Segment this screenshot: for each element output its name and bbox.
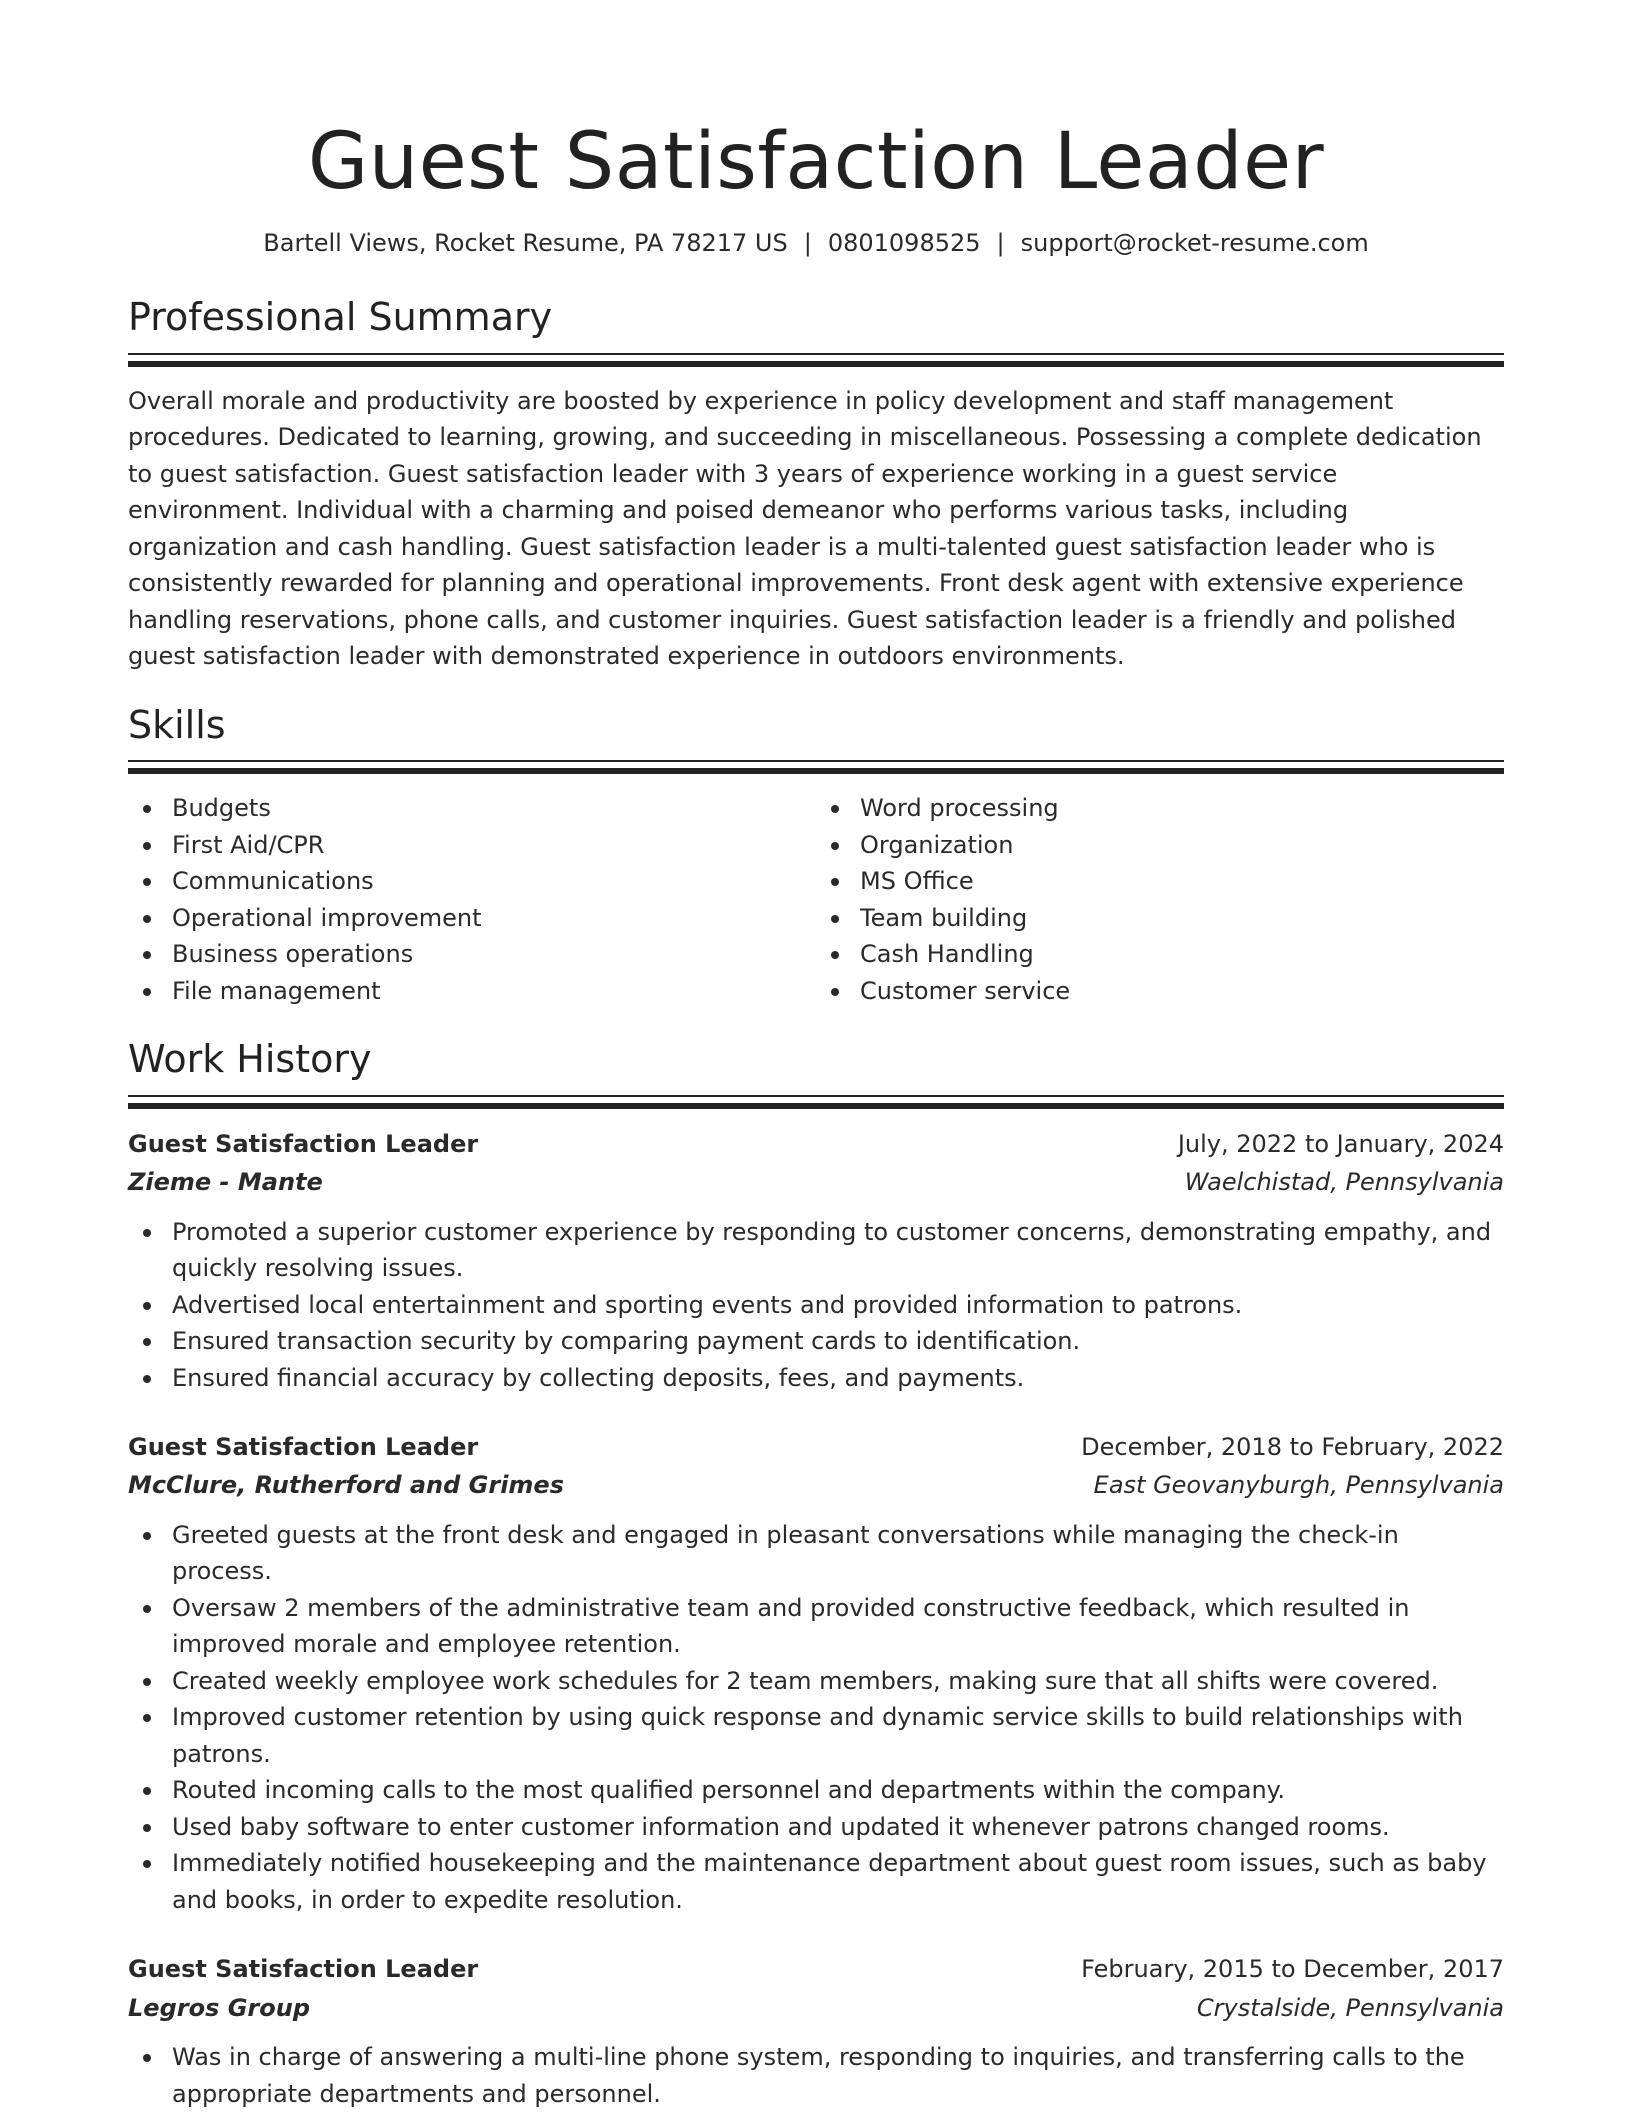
section-divider: [128, 760, 1504, 774]
job-title: Guest Satisfaction Leader: [128, 1433, 479, 1462]
work-heading: Work History: [128, 1037, 372, 1082]
skills-left-column: [128, 790, 816, 1009]
job-bullet: Greeted guests at the front desk and engaged in pleasant conversations while managing the check-in process.: [128, 1517, 1504, 1590]
job-bullet: Immediately notified housekeeping and the maintenance department about guest room issues, such as baby and books, in order to expedite resolution.: [128, 1845, 1504, 1918]
job-entry: [128, 1950, 1504, 2112]
skill-item: File management: [128, 973, 816, 1010]
employer: McClure, Rutherford and Grimes: [128, 1471, 564, 1500]
job-header-row: [128, 1950, 1504, 1988]
skill-item: Operational improvement: [128, 900, 816, 937]
skill-item: Team building: [816, 900, 1504, 937]
work-section: [128, 1037, 1504, 2112]
section-divider: [128, 1095, 1504, 1109]
job-title: Guest Satisfaction Leader: [128, 1129, 479, 1158]
skill-item: Organization: [816, 827, 1504, 864]
job-employer-row: [128, 1163, 1504, 1201]
summary-heading: Professional Summary: [128, 294, 553, 339]
skill-item: Business operations: [128, 936, 816, 973]
job-location: Waelchistad, Pennsylvania: [1184, 1168, 1504, 1197]
job-bullet: Routed incoming calls to the most qualified personnel and departments within the company.: [128, 1772, 1504, 1809]
skill-item: First Aid/CPR: [128, 827, 816, 864]
employer: Legros Group: [128, 1993, 311, 2022]
job-title: Guest Satisfaction Leader: [128, 1955, 479, 1984]
skill-item: Word processing: [816, 790, 1504, 827]
email: support@rocket-resume.com: [1020, 228, 1369, 257]
job-bullets: [128, 1517, 1504, 1919]
job-bullet: Improved customer retention by using quick response and dynamic service skills to build relationships with patrons.: [128, 1699, 1504, 1772]
skill-item: Cash Handling: [816, 936, 1504, 973]
section-divider: [128, 353, 1504, 367]
address: Bartell Views, Rocket Resume, PA 78217 US: [263, 228, 788, 257]
skills-heading: Skills: [128, 702, 226, 747]
summary-section: [128, 295, 1504, 675]
contact-separator: |: [996, 228, 1005, 257]
job-bullet: Was in charge of answering a multi-line phone system, responding to inquiries, and transferring calls to the appropriate departments and personnel.: [128, 2039, 1504, 2112]
skills-right-column: [816, 790, 1504, 1009]
skill-item: Customer service: [816, 973, 1504, 1010]
job-entry: [128, 1428, 1504, 1918]
job-bullet: Ensured financial accuracy by collecting deposits, fees, and payments.: [128, 1360, 1504, 1397]
skills-section: [128, 703, 1504, 1010]
job-employer-row: [128, 1466, 1504, 1504]
resume-name: Guest Satisfaction Leader: [307, 117, 1325, 207]
job-bullet: Ensured transaction security by comparing payment cards to identification.: [128, 1323, 1504, 1360]
job-bullets: [128, 1214, 1504, 1397]
job-dates: December, 2018 to February, 2022: [1081, 1433, 1504, 1462]
job-entry: [128, 1125, 1504, 1396]
skills-grid: [128, 790, 1504, 1009]
phone: 0801098525: [827, 228, 981, 257]
job-bullet: Used baby software to enter customer information and updated it whenever patrons changed rooms.: [128, 1809, 1504, 1846]
job-location: Crystalside, Pennsylvania: [1196, 1993, 1504, 2022]
job-employer-row: [128, 1989, 1504, 2027]
job-location: East Geovanyburgh, Pennsylvania: [1093, 1471, 1504, 1500]
job-bullet: Oversaw 2 members of the administrative team and provided constructive feedback, which resulted in improved morale and employee retention.: [128, 1590, 1504, 1663]
job-dates: February, 2015 to December, 2017: [1081, 1955, 1504, 1984]
job-bullet: Advertised local entertainment and sporting events and provided information to patrons.: [128, 1287, 1504, 1324]
contact-line: [128, 228, 1504, 259]
skill-item: Communications: [128, 863, 816, 900]
summary-text: Overall morale and productivity are boosted by experience in policy development and staff management procedures. Dedicated to learning, growing, and succeeding in miscellaneous. Possessing a complete dedication to guest satisfaction. Guest satisfaction leader with 3 years of experience working in a guest service environment. Individual with a charming and poised demeanor who performs various tasks, including organization and cash handling. Guest satisfaction leader is a multi-talented guest satisfaction leader who is consistently rewarded for planning and operational improvements. Front desk agent with extensive experience handling reservations, phone calls, and customer inquiries. Guest satisfaction leader is a friendly and polished guest satisfaction leader with demonstrated experience in outdoors environments.: [128, 386, 1482, 671]
contact-separator: |: [803, 228, 812, 257]
skill-item: MS Office: [816, 863, 1504, 900]
job-dates: July, 2022 to January, 2024: [1177, 1129, 1504, 1158]
job-header-row: [128, 1125, 1504, 1163]
job-header-row: [128, 1428, 1504, 1466]
job-bullet: Created weekly employee work schedules for 2 team members, making sure that all shifts were covered.: [128, 1663, 1504, 1700]
skill-item: Budgets: [128, 790, 816, 827]
employer: Zieme - Mante: [128, 1168, 323, 1197]
job-bullet: Promoted a superior customer experience by responding to customer concerns, demonstrating empathy, and quickly resolving issues.: [128, 1214, 1504, 1287]
job-bullets: [128, 2039, 1504, 2112]
job-list: [128, 1125, 1504, 2112]
